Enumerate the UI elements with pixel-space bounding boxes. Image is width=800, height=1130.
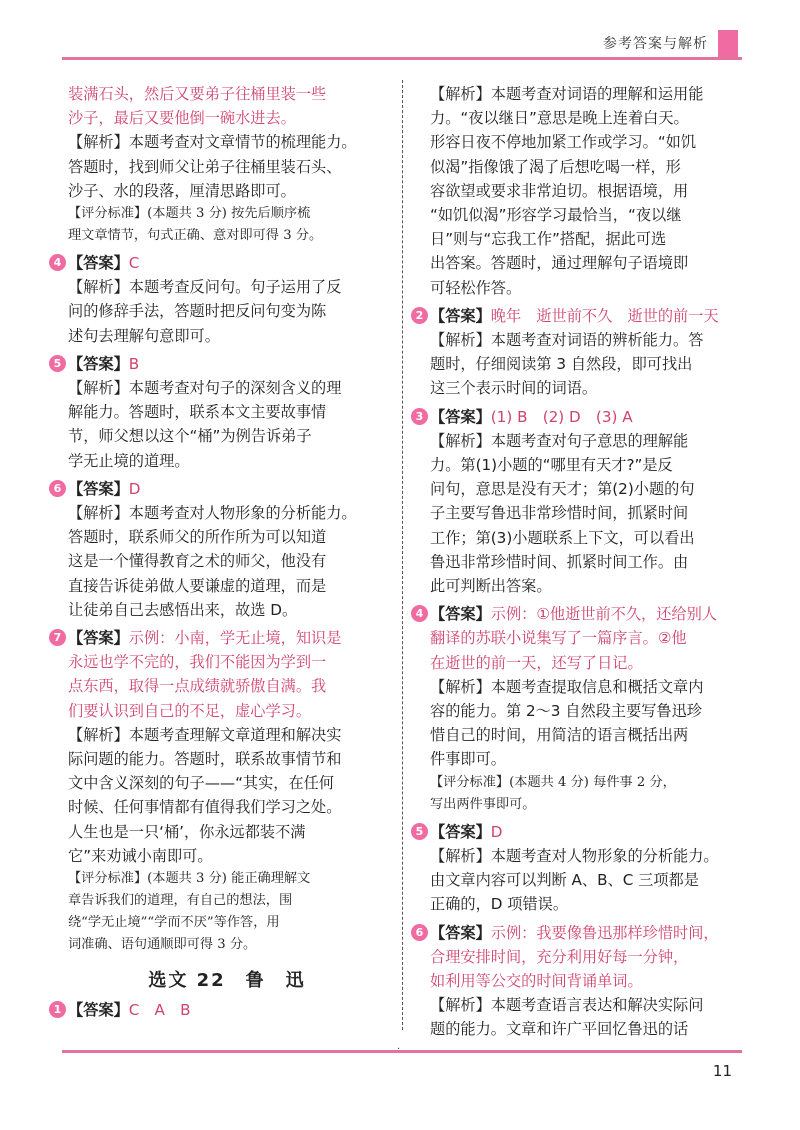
analysis-line: 人生也是一只‘桶’，你永远都装不满	[68, 822, 306, 841]
question-5	[53, 352, 386, 473]
score-line: 写出两件事即可。	[430, 796, 536, 812]
answer-line: 沙子，最后又要他倒一碗水进去。	[68, 109, 296, 128]
analysis-line: 力。第(1)小题的“哪里有天才?”是反	[430, 456, 673, 475]
analysis-line: 题的能力。文章和许广平回忆鲁迅的话	[430, 1020, 689, 1039]
answer-label: 【答案】	[68, 254, 129, 273]
analysis-line: 时候、任何事情都有值得我们学习之处。	[68, 798, 342, 817]
answer-label: 【答案】	[430, 306, 491, 325]
answer-label: 【答案】	[68, 354, 129, 373]
analysis-line: 这是一个懂得教育之术的师父，他没有	[68, 552, 327, 571]
analysis-line: 【解析】本题考查对句子意思的理解能	[430, 431, 689, 450]
analysis-line: 学无止境的道理。	[68, 451, 190, 470]
analysis-line: 沙子、水的段落，厘清思路即可。	[68, 181, 296, 200]
analysis-line: 【解析】本题考查语言表达和解决实际问	[430, 996, 704, 1015]
analysis-line: 述句去理解句意即可。	[68, 326, 220, 345]
analysis-line: 【解析】本题考查对人物形象的分析能力。	[68, 504, 357, 523]
answer-label: 【答案】	[430, 822, 491, 841]
analysis-line: 力。“夜以继日”意思是晚上连着白天。	[430, 109, 689, 128]
left-column	[53, 82, 386, 1022]
analysis-line: 子主要写鲁迅非常珍惜时间，抓紧时间	[430, 504, 689, 523]
answer-line: 如利用等公交的时间背诵单词。	[430, 971, 643, 990]
analysis-line: 容欲望或要求非常迫切。根据语境，用	[430, 181, 689, 200]
question-number-badge: 5	[411, 823, 428, 840]
header-rule	[62, 57, 742, 60]
analysis-line: 【解析】本题考查反问句。句子运用了反	[68, 278, 342, 297]
question-number-badge: 1	[49, 1001, 66, 1018]
answer-line: 们要认识到自己的不足，虚心学习。	[68, 701, 311, 720]
answer-label: 【答案】	[68, 1001, 129, 1020]
score-line: 【评分标准】(本题共 4 分) 每件事 2 分，	[430, 774, 676, 790]
score-line: 【评分标准】(本题共 3 分) 能正确理解文	[68, 871, 311, 887]
analysis-line: 此可判断出答案。	[430, 577, 552, 596]
score-line: 【评分标准】(本题共 3 分) 按先后顺序梳	[68, 206, 311, 222]
answer-text: (1) B (2) D (3) A	[490, 407, 633, 426]
analysis-line: 文中含义深刻的句子——“其实，在任何	[68, 774, 335, 793]
answer-text: 示例：小南，学无止境，知识是	[128, 629, 342, 648]
analysis-line: 【解析】本题考查对人物形象的分析能力。	[430, 846, 719, 865]
analysis-line: 可轻松作答。	[430, 278, 522, 297]
analysis-line: 解能力。答题时，联系本文主要故事情	[68, 403, 327, 422]
question-number-badge: 3	[411, 408, 428, 425]
analysis-line: 这三个表示时间的词语。	[430, 379, 598, 398]
answer-label: 【答案】	[430, 923, 491, 942]
answer-label: 【答案】	[430, 407, 491, 426]
header-tab-marker	[718, 30, 738, 60]
analysis-line: 似渴”指像饿了渴了后想吃喝一样，形	[430, 157, 681, 176]
answer-text: D	[128, 479, 141, 498]
analysis-line: 鲁迅非常珍惜时间、抓紧时间工作。由	[430, 552, 689, 571]
header-title: 参考答案与解析	[603, 36, 708, 52]
analysis-line: 节，师父想以这个“桶”为例告诉弟子	[68, 427, 312, 446]
column-divider	[402, 80, 403, 1030]
question-6	[53, 477, 386, 622]
question-number-badge: 4	[411, 605, 428, 622]
analysis-line: 工作；第(3)小题联系上下文，可以看出	[430, 528, 695, 547]
question-4	[53, 251, 386, 348]
answer-line: 永远也学不完的，我们不能因为学到一	[68, 653, 327, 672]
analysis-line: 问的修辞手法，答题时把反问句变为陈	[68, 302, 327, 321]
answer-label: 【答案】	[68, 479, 129, 498]
question-3	[415, 405, 746, 599]
answer-line: 合理安排时间，充分利用好每一分钟，	[430, 947, 689, 966]
answer-text: B	[128, 354, 140, 373]
score-line: 绕“学无止境”“学而不厌”等作答，用	[68, 915, 280, 931]
analysis-line: 答题时，找到师父让弟子往桶里装石头、	[68, 157, 342, 176]
score-line: 理文章情节，句式正确、意对即可得 3 分。	[68, 228, 323, 244]
analysis-line: 让徒弟自己去感悟出来，故选 D。	[68, 600, 298, 619]
analysis-line: 正确的，D 项错误。	[430, 895, 569, 914]
analysis-line: 形容日夜不停地加紧工作或学习。“如饥	[430, 133, 697, 152]
analysis-line: 题时，仔细阅读第 3 自然段，即可找出	[430, 355, 693, 374]
analysis-line: 际问题的能力。答题时，联系故事情节和	[68, 750, 342, 769]
analysis-line: 容的能力。第 2～3 自然段主要写鲁迅珍	[430, 702, 702, 721]
analysis-line: 它”来劝诫小南即可。	[68, 846, 213, 865]
question-number-badge: 2	[411, 307, 428, 324]
analysis-line: 惜自己的时间，用简洁的语言概括出两	[430, 726, 689, 745]
question-number-badge: 5	[49, 355, 66, 372]
right-column	[415, 82, 746, 1042]
analysis-line: “如饥似渴”形容学习最恰当，“夜以继	[430, 206, 682, 225]
analysis-line: 【解析】本题考查对句子的深刻含义的理	[68, 379, 342, 398]
question-2	[415, 304, 746, 401]
analysis-line: 【解析】本题考查对词语的辨析能力。答	[430, 331, 704, 350]
answer-label: 【答案】	[430, 605, 491, 624]
answer-text: 示例：我要像鲁迅那样珍惜时间，	[490, 923, 719, 942]
question-number-badge: 4	[49, 254, 66, 271]
analysis-line: 【解析】本题考查对文章情节的梳理能力。	[68, 133, 357, 152]
analysis-line: 出答案。答题时，通过理解句子语境即	[430, 254, 689, 273]
question-4	[415, 602, 746, 815]
question-number-badge: 6	[411, 924, 428, 941]
question-5	[415, 820, 746, 917]
analysis-line: 直接告诉徒弟做人要谦虚的道理，而是	[68, 576, 327, 595]
question-1	[53, 998, 386, 1022]
question-number-badge: 7	[49, 629, 66, 646]
answer-line: 在逝世的前一天，还写了日记。	[430, 653, 643, 672]
analysis-line: 【解析】本题考查理解文章道理和解决实	[68, 725, 342, 744]
analysis-line: 【解析】本题考查对词语的理解和运用能	[430, 85, 704, 103]
answer-text: C	[128, 254, 140, 273]
analysis-line: 日”则与“忘我工作”搭配，据此可选	[430, 230, 667, 249]
answer-line: 翻译的苏联小说集写了一篇序言。②他	[430, 629, 687, 648]
analysis-line: 问句，意思是没有天才；第(2)小题的句	[430, 480, 695, 499]
page-number: 11	[712, 1062, 732, 1080]
analysis-line: 【解析】本题考查提取信息和概括文章内	[430, 677, 704, 696]
analysis-line: 答题时，联系师父的所作所为可以知道	[68, 528, 327, 547]
footer-rule	[62, 1050, 742, 1053]
score-line: 章告诉我们的道理，有自己的想法，围	[68, 893, 293, 909]
answer-line: 装满石头，然后又要弟子往桶里装一些	[68, 85, 327, 103]
score-line: 词准确、语句通顺即可得 3 分。	[68, 937, 257, 953]
answer-text: 示例：①他逝世前不久，还给别人	[490, 605, 717, 624]
answer-text: C A B	[128, 1001, 191, 1020]
question-7	[53, 626, 386, 956]
analysis-line: 件事即可。	[430, 750, 506, 769]
answer-label: 【答案】	[68, 629, 129, 648]
analysis-line: 由文章内容可以判断 A、B、C 三项都是	[430, 871, 699, 890]
answer-text: D	[490, 822, 503, 841]
question-6	[415, 921, 746, 1042]
answer-text: 晚年 逝世前不久 逝世的前一天	[490, 306, 719, 325]
question-number-badge: 6	[49, 480, 66, 497]
section-title: 选文 22 鲁 迅	[148, 970, 306, 992]
answer-line: 点东西，取得一点成绩就骄傲自满。我	[68, 677, 327, 696]
